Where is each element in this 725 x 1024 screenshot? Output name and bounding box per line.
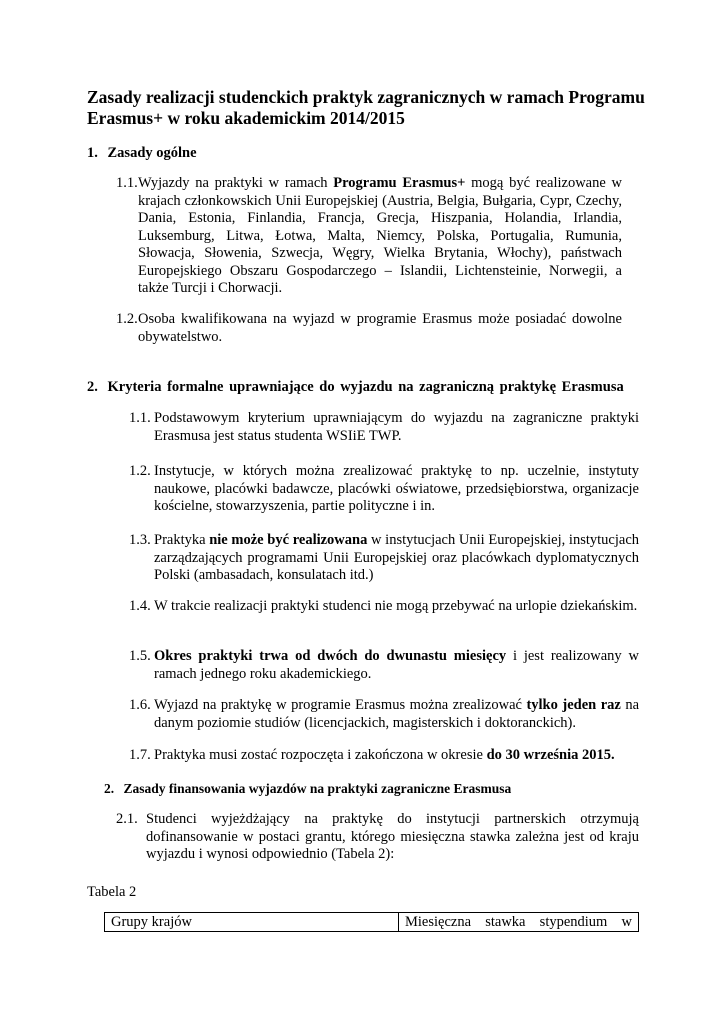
item-number: 1.5.	[129, 648, 151, 664]
list-item	[116, 811, 639, 864]
list-item	[129, 697, 639, 732]
item-text: Praktyka nie może być realizowana w instytucjach Unii Europejskiej, instytucjach zarządzających programami Unii Europejskiej oraz placówkach dyplomatycznych Polski (ambasadach, konsulatach itd.)	[154, 532, 639, 583]
item-number: 1.1.	[129, 410, 151, 426]
item-number: 1.1.	[116, 175, 138, 191]
list-item	[116, 311, 622, 346]
item-text: Praktyka musi zostać rozpoczęta i zakończona w okresie do 30 września 2015.	[154, 747, 615, 763]
section-2-number: 2.	[87, 379, 98, 395]
item-text: Wyjazd na praktykę w programie Erasmus można zrealizować tylko jeden raz na danym poziomie studiów (licencjackich, magisterskich i doktoranckich).	[154, 697, 640, 731]
item-text: Studenci wyjeżdżający na praktykę do instytucji partnerskich otrzymują dofinansowanie w postaci grantu, którego miesięczna stawka zależna jest od kraju wyjazdu i wynosi odpowiednio (Tabela 2):	[146, 811, 639, 862]
item-text: W trakcie realizacji praktyki studenci nie mogą przebywać na urlopie dziekańskim.	[154, 598, 638, 614]
list-item	[129, 747, 639, 765]
item-number: 1.2.	[129, 463, 151, 479]
item-text: Wyjazdy na praktyki w ramach Programu Erasmus+ mogą być realizowane w krajach członkowskich Unii Europejskiej (Austria, Belgia, Bułgaria, Cypr, Czechy, Dania, Estonia, Finlandia, Francja, Grecja, Hiszpania, Holandia, Irlandia, Luksemburg, Litwa, Łotwa, Malta, Niemcy, Polska, Portugalia, Rumunia, Słowacja, Słowenia, Szwecja, Węgry, Wielka Brytania, Włochy), państwach Europejskiego Obszaru Gospodarczego – Islandii, Lichtensteinie, Norwegii, a także Turcji i Chorwacji.	[138, 175, 622, 296]
list-item	[116, 175, 622, 298]
item-number: 1.4.	[129, 598, 151, 614]
section-3-title: Zasady finansowania wyjazdów na praktyki zagraniczne Erasmusa	[123, 781, 512, 796]
document-title: Zasady realizacji studenckich praktyk zagranicznych w ramach Programu Erasmus+ w roku akademickim 2014/2015	[87, 87, 645, 128]
section-1-title: Zasady ogólne	[107, 145, 197, 161]
list-item	[129, 598, 639, 616]
item-text: Podstawowym kryterium uprawniającym do wyjazdu na zagraniczne praktyki Erasmusa jest status studenta WSIiE TWP.	[154, 410, 639, 444]
list-item	[129, 463, 639, 516]
item-number: 2.1.	[116, 811, 138, 827]
section-1-heading	[87, 144, 197, 162]
section-3-number: 2.	[104, 781, 115, 796]
item-number: 1.6.	[129, 697, 151, 713]
table-header-cell: Miesięczna stawka stypendium w	[399, 913, 639, 932]
table-header-cell: Grupy krajów	[105, 913, 399, 932]
item-number: 1.7.	[129, 747, 151, 763]
item-number: 1.2.	[116, 311, 138, 327]
item-text: Instytucje, w których można zrealizować praktykę to np. uczelnie, instytuty naukowe, placówki badawcze, placówki oświatowe, przedsiębiorstwa, organizacje kościelne, stowarzyszenia, partie polityczne i in.	[154, 463, 639, 514]
table-header-row	[105, 913, 639, 932]
rates-table	[104, 912, 639, 932]
table-label: Tabela 2	[87, 884, 137, 900]
item-text: Osoba kwalifikowana na wyjazd w programie Erasmus może posiadać dowolne obywatelstwo.	[138, 311, 622, 345]
item-text: Okres praktyki trwa od dwóch do dwunastu miesięcy i jest realizowany w ramach jednego roku akademickiego.	[154, 648, 639, 682]
item-number: 1.3.	[129, 532, 151, 548]
section-2-heading	[87, 378, 624, 396]
list-item	[129, 410, 639, 445]
section-1-number: 1.	[87, 145, 98, 161]
section-3-heading	[104, 780, 511, 798]
list-item	[129, 648, 639, 683]
list-item	[129, 532, 639, 585]
section-2-title: Kryteria formalne uprawniające do wyjazdu na zagraniczną praktykę Erasmusa	[107, 379, 624, 395]
